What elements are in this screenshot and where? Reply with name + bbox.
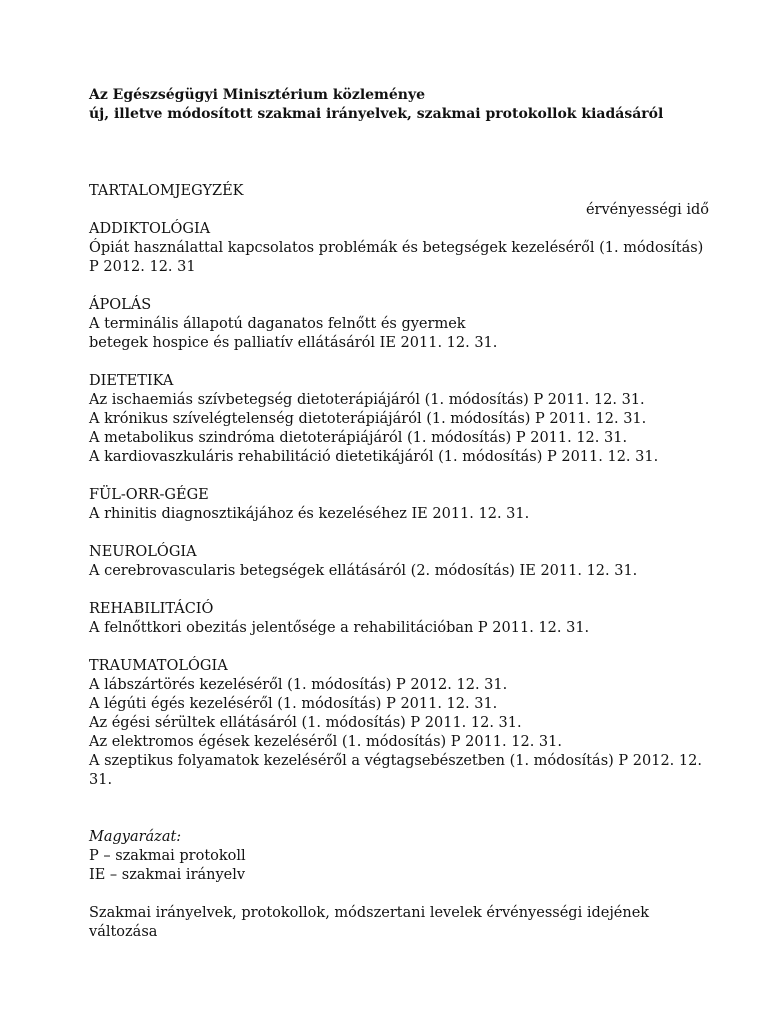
toc-entry-line: A terminális állapotú daganatos felnőtt és gyermek [89,316,466,332]
toc-sections [89,220,709,790]
section-title: ÁPOLÁS [89,297,152,313]
toc-entry-line: A kardiovaszkuláris rehabilitáció dietetikájáról (1. módosítás) P 2011. 12. 31. [89,449,659,465]
section-title: DIETETIKA [89,373,174,389]
section-title: ADDIKTOLÓGIA [89,221,211,237]
toc-section [89,372,709,467]
toc-entry-line: A légúti égés kezeléséről (1. módosítás) P 2011. 12. 31. [89,696,498,712]
toc-title: TARTALOMJEGYZÉK [89,183,244,199]
toc-entry-line: A cerebrovascularis betegségek ellátásáról (2. módosítás) IE 2011. 12. 31. [89,563,638,579]
toc-section [89,543,709,581]
heading-line-2: új, illetve módosított szakmai irányelvek, szakmai protokollok kiadásáról [89,106,664,122]
toc-entry-line: A krónikus szívelégtelenség dietoterápiájáról (1. módosítás) P 2011. 12. 31. [89,411,647,427]
toc-entry-line: A rhinitis diagnosztikájához és kezeléséhez IE 2011. 12. 31. [89,506,530,522]
legend [89,828,709,885]
toc-entry-line: Az elektromos égések kezeléséről (1. módosítás) P 2011. 12. 31. [89,734,562,750]
toc-entry-line: A metabolikus szindróma dietoterápiájáról (1. módosítás) P 2011. 12. 31. [89,430,628,446]
legend-item-p: P – szakmai protokoll [89,848,246,864]
validity-column-header: érvényességi idő [585,202,709,218]
toc-entry-line: Az ischaemiás szívbetegség dietoterápiájáról (1. módosítás) P 2011. 12. 31. [89,392,645,408]
toc-entry-line: A szeptikus folyamatok kezeléséről a végtagsebészetben (1. módosítás) P 2012. 12. [89,753,702,769]
toc-entry-line: A lábszártörés kezeléséről (1. módosítás) P 2012. 12. 31. [89,677,508,693]
toc-section [89,600,709,638]
toc-entry-line: Az égési sérültek ellátásáról (1. módosítás) P 2011. 12. 31. [89,715,522,731]
closing-paragraph [89,904,709,942]
toc-entry-line: A felnőttkori obezitás jelentősége a rehabilitációban P 2011. 12. 31. [89,620,590,636]
toc-section [89,657,709,790]
section-title: TRAUMATOLÓGIA [89,658,228,674]
section-title: NEUROLÓGIA [89,544,197,560]
closing-line-2: változása [89,924,158,940]
toc-entry-line: P 2012. 12. 31 [89,259,196,275]
toc-entry-line: Ópiát használattal kapcsolatos problémák és betegségek kezeléséről (1. módosítás) [89,240,704,256]
toc-entry-line: 31. [89,772,113,788]
document-heading [89,86,709,124]
toc-entry-line: betegek hospice és palliatív ellátásáról IE 2011. 12. 31. [89,335,498,351]
closing-line-1: Szakmai irányelvek, protokollok, módszertani levelek érvényességi idejének [89,905,650,921]
section-title: FÜL-ORR-GÉGE [89,487,209,503]
section-title: REHABILITÁCIÓ [89,601,214,617]
legend-title: Magyarázat: [89,829,182,845]
document-page [89,86,709,942]
legend-item-ie: IE – szakmai irányelv [89,867,246,883]
heading-line-1: Az Egészségügyi Minisztérium közleménye [89,87,425,103]
toc-section [89,220,709,277]
toc-section [89,486,709,524]
toc-section [89,296,709,353]
